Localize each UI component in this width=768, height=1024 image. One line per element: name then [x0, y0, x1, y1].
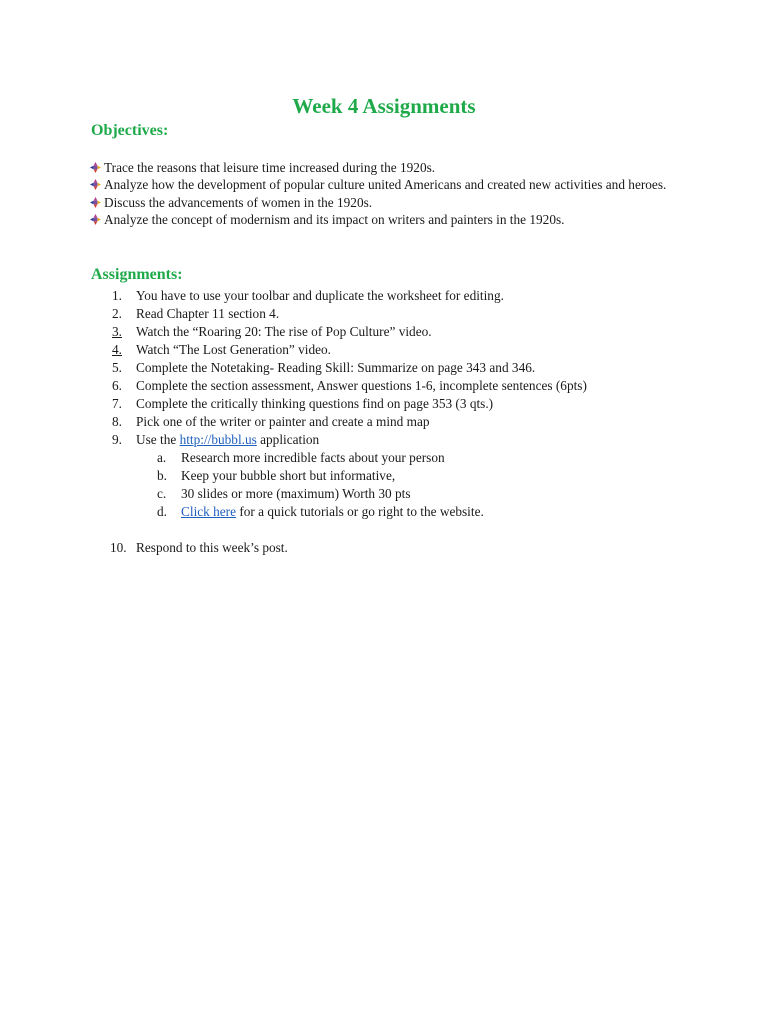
list-item: [112, 539, 712, 557]
objectives-list: [88, 159, 678, 228]
four-color-arrow-bullet-icon: [90, 162, 101, 173]
sub-item-text: [181, 503, 484, 521]
bubbl-us-link[interactable]: http://bubbl.us: [179, 432, 257, 447]
objective-item: [88, 194, 678, 211]
item-text: Complete the Notetaking- Reading Skill: Summarize on page 343 and 346.: [136, 360, 536, 375]
objective-text: Analyze how the development of popular culture united Americans and created new activities and heroes.: [104, 177, 667, 193]
item-text: Respond to this week’s post.: [136, 540, 288, 555]
item-number: 4.: [112, 342, 122, 357]
four-color-arrow-bullet-icon: [90, 179, 101, 190]
list-item: [112, 287, 712, 305]
list-item: [112, 377, 712, 395]
item-text-after: application: [256, 432, 320, 447]
list-item: [112, 323, 712, 341]
list-item: [112, 341, 712, 359]
item-text: [136, 431, 319, 449]
item-text-before: Use the: [136, 432, 180, 447]
four-color-arrow-bullet-icon: [90, 214, 101, 225]
objectives-heading: Objectives:: [91, 122, 169, 139]
item-number: 8.: [112, 414, 122, 429]
four-color-arrow-bullet-icon: [90, 197, 101, 208]
sub-item-text: Keep your bubble short but informative,: [181, 468, 396, 483]
sub-item-letter: b.: [157, 468, 167, 483]
list-item: [112, 413, 712, 431]
item-number: 5.: [112, 360, 122, 375]
item-number: 9.: [112, 432, 122, 447]
item-text: Complete the section assessment, Answer questions 1-6, incomplete sentences (6pts): [136, 378, 587, 393]
item-text: Complete the critically thinking questions find on page 353 (3 qts.): [136, 396, 494, 411]
spacer: [112, 521, 712, 539]
sub-item-text-after: for a quick tutorials or go right to the website.: [236, 504, 484, 519]
list-item: [112, 431, 712, 449]
assignments-list: [112, 287, 712, 557]
sub-list-item: [112, 449, 712, 467]
item-number: 2.: [112, 306, 122, 321]
sub-item-text: Research more incredible facts about your person: [181, 450, 445, 465]
item-text: Read Chapter 11 section 4.: [136, 306, 280, 321]
sub-item-text: 30 slides or more (maximum) Worth 30 pts: [181, 486, 411, 501]
item-number: 1.: [112, 288, 122, 303]
objective-text: Trace the reasons that leisure time increased during the 1920s.: [104, 160, 436, 175]
item-number: 6.: [112, 378, 122, 393]
item-text: Watch the “Roaring 20: The rise of Pop Culture” video.: [136, 324, 432, 339]
sub-item-letter: a.: [157, 450, 167, 465]
objective-item: [88, 159, 678, 176]
click-here-link[interactable]: Click here: [181, 504, 237, 519]
objective-item: [88, 176, 678, 193]
sub-item-letter: c.: [157, 486, 167, 501]
assignments-heading: Assignments:: [91, 266, 183, 283]
list-item: [112, 305, 712, 323]
item-number: 7.: [112, 396, 122, 411]
item-text: Pick one of the writer or painter and create a mind map: [136, 414, 430, 429]
item-text: You have to use your toolbar and duplicate the worksheet for editing.: [136, 288, 504, 303]
list-item: [112, 359, 712, 377]
item-number: 3.: [112, 324, 122, 339]
objective-item: [88, 211, 678, 228]
objective-text: Discuss the advancements of women in the 1920s.: [104, 194, 373, 210]
sub-list-item: [112, 503, 712, 521]
list-item: [112, 395, 712, 413]
page-title: Week 4 Assignments: [292, 94, 476, 118]
sub-list-item: [112, 467, 712, 485]
sub-item-letter: d.: [157, 504, 167, 519]
item-text: Watch “The Lost Generation” video.: [136, 342, 331, 357]
objective-text: Analyze the concept of modernism and its impact on writers and painters in the 1920s.: [104, 211, 565, 227]
sub-list-item: [112, 485, 712, 503]
item-number: 10.: [110, 540, 127, 555]
